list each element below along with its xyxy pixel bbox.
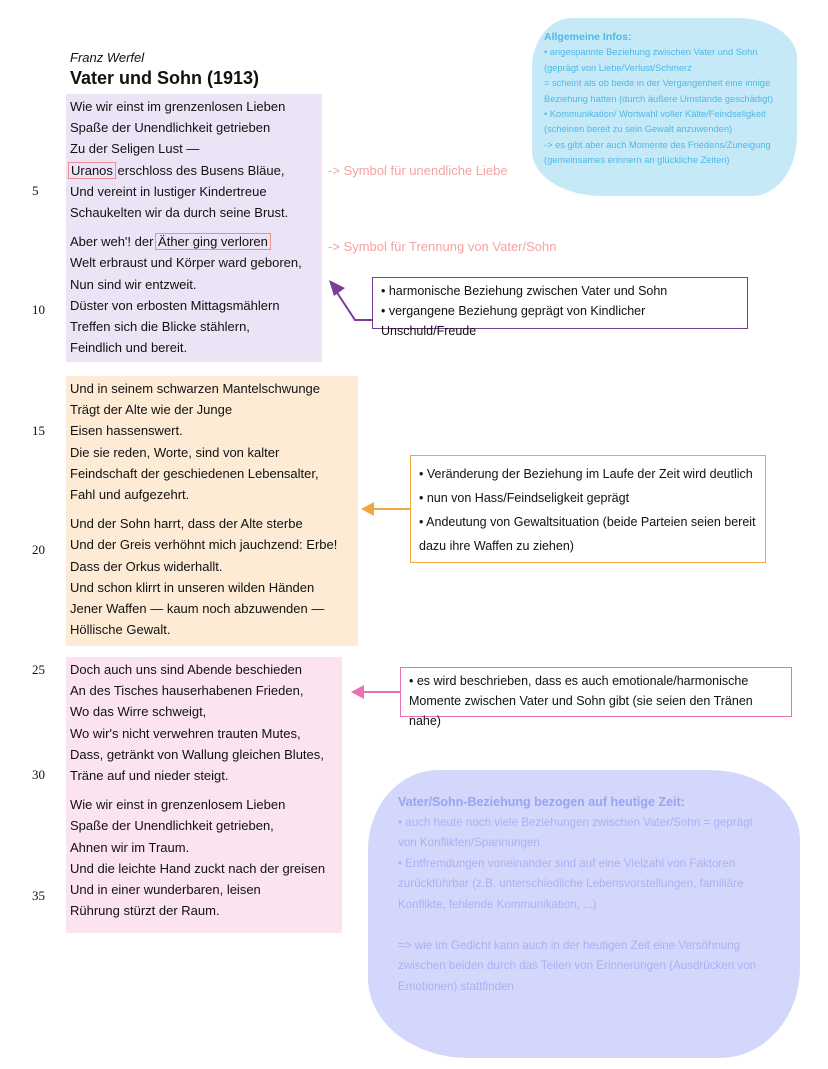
poem-line: Und in einer wunderbaren, leisen bbox=[70, 881, 261, 897]
modern-line: zurückführbar (z.B. unterschiedliche Lebensvorstellungen, familiäre bbox=[398, 877, 744, 890]
poem-line: Und der Greis verhöhnt mich jauchzend: Erbe! bbox=[70, 537, 338, 553]
line-number: 30 bbox=[32, 767, 45, 782]
modern-line: Konflikte, fehlende Kommunikation, ...) bbox=[398, 897, 597, 911]
general-info-heading: Allgemeine Infos: bbox=[544, 31, 632, 43]
poem-line: Wo das Wirre schweigt, bbox=[70, 704, 207, 720]
poem-title: Vater und Sohn (1913) bbox=[70, 68, 260, 88]
modern-relation-heading: Vater/Sohn-Beziehung bezogen auf heutige Zeit: bbox=[398, 795, 685, 809]
poem-line: Wie wir einst in grenzenlosem Lieben bbox=[70, 797, 286, 813]
line-number: 15 bbox=[32, 423, 45, 438]
pink-arrow bbox=[351, 685, 400, 699]
note-line: • Andeutung von Gewaltsituation (beide Parteien seien bereit bbox=[419, 515, 756, 529]
poem-line: Welt erbraust und Körper ward geboren, bbox=[70, 255, 302, 271]
modern-line: • auch heute noch viele Beziehungen zwischen Vater/Sohn = geprägt bbox=[398, 815, 753, 829]
info-line: • angespannte Beziehung zwischen Vater und Sohn bbox=[544, 47, 758, 58]
line-number: 5 bbox=[32, 183, 39, 198]
poem-line: Die sie reden, Worte, sind von kalter bbox=[70, 444, 280, 460]
poem-line: Dass der Orkus widerhallt. bbox=[70, 558, 223, 574]
poem-line: Feindlich und bereit. bbox=[70, 340, 188, 356]
poem-line: An des Tisches hauserhabenen Frieden, bbox=[70, 683, 304, 699]
line-number: 10 bbox=[32, 302, 45, 317]
poem-line: Wo wir's nicht verwehren trauten Mutes, bbox=[70, 725, 301, 741]
poem-line: Wie wir einst im grenzenlosen Lieben bbox=[70, 99, 286, 114]
note-line: Momente zwischen Vater und Sohn gibt (sie seien den Tränen nahe) bbox=[409, 694, 753, 728]
poem-line: Zu der Seligen Lust — bbox=[70, 141, 200, 157]
line-number: 25 bbox=[32, 662, 45, 677]
aether-highlight: Äther ging verloren bbox=[155, 233, 271, 250]
poem-line: Und in seinem schwarzen Mantelschwunge bbox=[70, 381, 321, 396]
info-line: (geprägt von Liebe/Verlust/Schmerz bbox=[544, 62, 692, 73]
poem-line: Schaukelten wir da durch seine Brust. bbox=[70, 204, 289, 220]
modern-line: Emotionen) stattfinden bbox=[398, 979, 515, 993]
poem-line: Träne auf und nieder steigt. bbox=[70, 767, 229, 783]
note-line: • Veränderung der Beziehung im Laufe der Zeit wird deutlich bbox=[419, 467, 753, 481]
note-line: dazu ihre Waffen zu ziehen) bbox=[419, 539, 574, 553]
uranos-highlight: Uranos bbox=[68, 162, 116, 179]
line-number: 35 bbox=[32, 888, 45, 903]
line-number: 20 bbox=[32, 542, 45, 557]
info-line: -> es gibt aber auch Momente des Friedens/Zuneigung bbox=[544, 139, 771, 150]
info-line: • Kommunikation/ Wortwahl voller Kälte/Feindseligkeit bbox=[544, 109, 766, 120]
modern-line: zwischen beiden durch das Teilen von Erinnerungen (Ausdrücken von bbox=[398, 959, 757, 972]
info-line: = scheint als ob beide in der Vergangenheit eine innige bbox=[544, 78, 771, 89]
poem-line: Ahnen wir im Traum. bbox=[70, 839, 190, 855]
poem-line-pre: Aber weh'! der bbox=[70, 234, 158, 250]
poem-line: Doch auch uns sind Abende beschieden bbox=[70, 662, 303, 677]
poem-line: Und der Sohn harrt, dass der Alte sterbe bbox=[70, 516, 303, 532]
purple-arrow bbox=[329, 280, 372, 320]
uranos-symbol-note: -> Symbol für unendliche Liebe bbox=[328, 163, 508, 178]
poem-line: Höllische Gewalt. bbox=[70, 622, 171, 638]
poem-line: Feindschaft der geschiedenen Lebensalter, bbox=[70, 465, 319, 481]
poem-line: Düster von erbosten Mittagsmählern bbox=[70, 297, 280, 313]
info-line: (scheinen bereit zu sein Gewalt anzuwenden) bbox=[544, 124, 733, 135]
poem-author: Franz Werfel bbox=[70, 50, 145, 65]
info-line: (gemeinsames erinnern an glückliche Zeiten) bbox=[544, 155, 730, 166]
note-line: • harmonische Beziehung zwischen Vater und Sohn bbox=[381, 284, 668, 298]
poem-line: Eisen hassenswert. bbox=[70, 423, 183, 439]
note-line: • nun von Hass/Feindseligkeit geprägt bbox=[419, 491, 630, 505]
poem-line: Jener Waffen — kaum noch abzuwenden — bbox=[70, 600, 325, 616]
poem-line: Dass, getränkt von Wallung gleichen Blutes, bbox=[70, 746, 324, 762]
note-line: • vergangene Beziehung geprägt von Kindlicher Unschuld/Freude bbox=[381, 304, 646, 338]
poem-line: Fahl und aufgezehrt. bbox=[70, 486, 190, 502]
poem-line: Rührung stürzt der Raum. bbox=[70, 903, 220, 919]
modern-line: => wie im Gedicht kann auch in der heutigen Zeit eine Versöhnung bbox=[398, 938, 741, 952]
aether-symbol-note: -> Symbol für Trennung von Vater/Sohn bbox=[328, 239, 557, 254]
orange-arrow bbox=[361, 502, 410, 516]
poem-line-rest: erschloss des Busens Bläue, bbox=[113, 162, 285, 178]
poem-line: Und vereint in lustiger Kindertreue bbox=[70, 183, 267, 199]
poem-line: Trägt der Alte wie der Junge bbox=[70, 402, 233, 418]
poem-line: Spaße der Unendlichkeit getrieben, bbox=[70, 818, 274, 834]
poem-line: Treffen sich die Blicke stählern, bbox=[70, 318, 250, 334]
modern-line: von Konflikten/Spannungen bbox=[398, 836, 540, 849]
poem-line: Spaße der Unendlichkeit getrieben bbox=[70, 120, 271, 136]
note-line: • es wird beschrieben, dass es auch emotionale/harmonische bbox=[409, 674, 749, 688]
modern-line: • Entfremdungen voneinander sind auf eine Vielzahl von Faktoren bbox=[398, 856, 736, 870]
poem-line: Und schon klirrt in unseren wilden Händen bbox=[70, 579, 315, 595]
info-line: Beziehung hatten (durch äußere Umstände geschädigt) bbox=[544, 93, 773, 104]
poem-line: Nun sind wir entzweit. bbox=[70, 276, 197, 292]
poem-line: Und die leichte Hand zuckt nach der greisen bbox=[70, 860, 326, 876]
